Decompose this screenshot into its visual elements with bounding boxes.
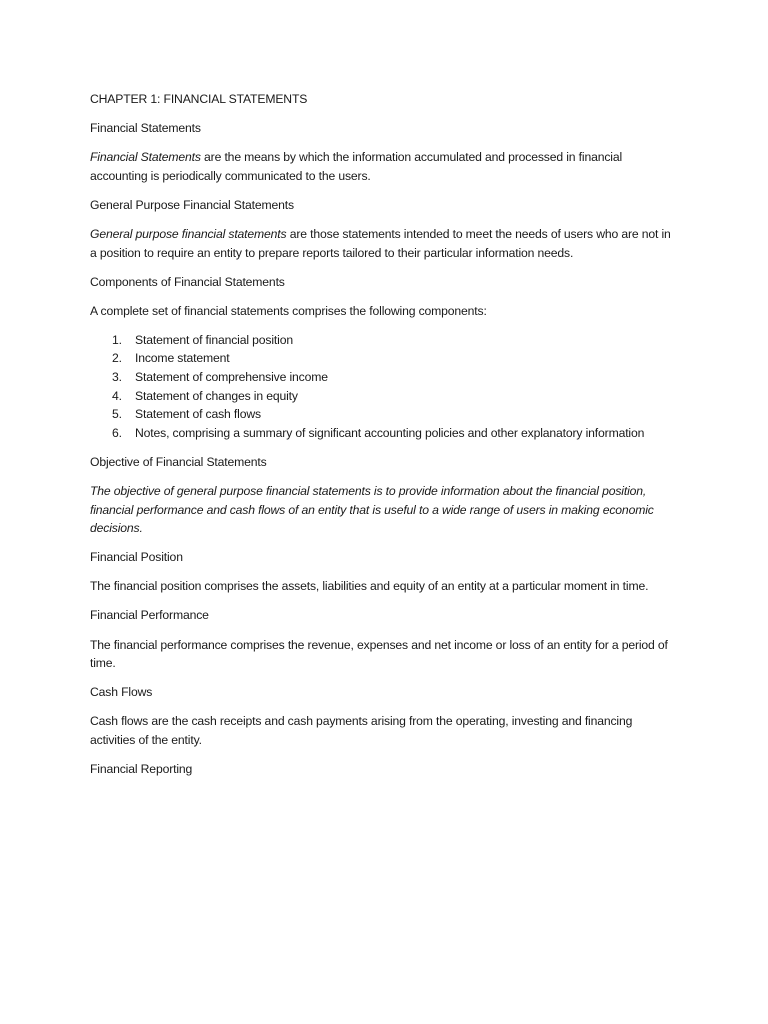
document-page (90, 90, 680, 789)
section-heading-financial-position: Financial Position (90, 550, 183, 565)
paragraph-objective: The objective of general purpose financial statements is to provide information about the financial position, financial performance and cash flows of an entity that is useful to a wide range of users in making economic decisions. (90, 484, 654, 536)
list-item-number: 2. (112, 351, 122, 366)
list-item (90, 405, 680, 424)
list-item (90, 424, 680, 443)
list-item-text: Statement of cash flows (135, 407, 261, 422)
list-item-number: 6. (112, 425, 122, 440)
list-item (90, 331, 680, 350)
term-general-purpose: General purpose financial statements (90, 226, 287, 241)
definition-text: are those statements intended to meet the needs of users who are not in a position to require an entity to prepare reports tailored to their particular information needs. (90, 226, 671, 260)
list-item-text: Statement of changes in equity (135, 388, 298, 403)
definition-text: are the means by which the information accumulated and processed in financial accounting is periodically communicated to the users. (90, 150, 623, 183)
paragraph-cash-flows: Cash flows are the cash receipts and cash payments arising from the operating, investing and financing activities of the entity. (90, 714, 633, 747)
paragraph-financial-position: The financial position comprises the assets, liabilities and equity of an entity at a particular moment in time. (90, 579, 649, 594)
list-item (90, 368, 680, 387)
section-heading-financial-statements: Financial Statements (90, 121, 201, 136)
chapter-title: CHAPTER 1: FINANCIAL STATEMENTS (90, 92, 308, 106)
section-heading-cash-flows: Cash Flows (90, 685, 153, 700)
list-item-number: 5. (112, 407, 122, 422)
list-item (90, 349, 680, 368)
section-heading-general-purpose: General Purpose Financial Statements (90, 197, 294, 212)
list-item (90, 387, 680, 406)
list-item-number: 3. (112, 370, 122, 385)
components-intro: A complete set of financial statements comprises the following components: (90, 303, 487, 318)
list-item-text: Statement of comprehensive income (135, 370, 328, 385)
section-heading-financial-performance: Financial Performance (90, 608, 209, 623)
paragraph-financial-performance: The financial performance comprises the revenue, expenses and net income or loss of an entity for a period of time. (90, 637, 668, 671)
list-item-text: Statement of financial position (135, 332, 293, 347)
list-item-text: Notes, comprising a summary of significant accounting policies and other explanatory information (135, 425, 645, 440)
paragraph-general-purpose (90, 225, 680, 262)
section-heading-financial-reporting: Financial Reporting (90, 762, 193, 777)
components-list (90, 331, 680, 443)
list-item-text: Income statement (135, 351, 230, 366)
section-heading-objective: Objective of Financial Statements (90, 454, 267, 469)
list-item-number: 4. (112, 388, 122, 403)
paragraph-financial-statements (90, 148, 680, 185)
term-financial-statements: Financial Statements (90, 150, 201, 165)
list-item-number: 1. (112, 332, 122, 347)
section-heading-components: Components of Financial Statements (90, 274, 285, 289)
